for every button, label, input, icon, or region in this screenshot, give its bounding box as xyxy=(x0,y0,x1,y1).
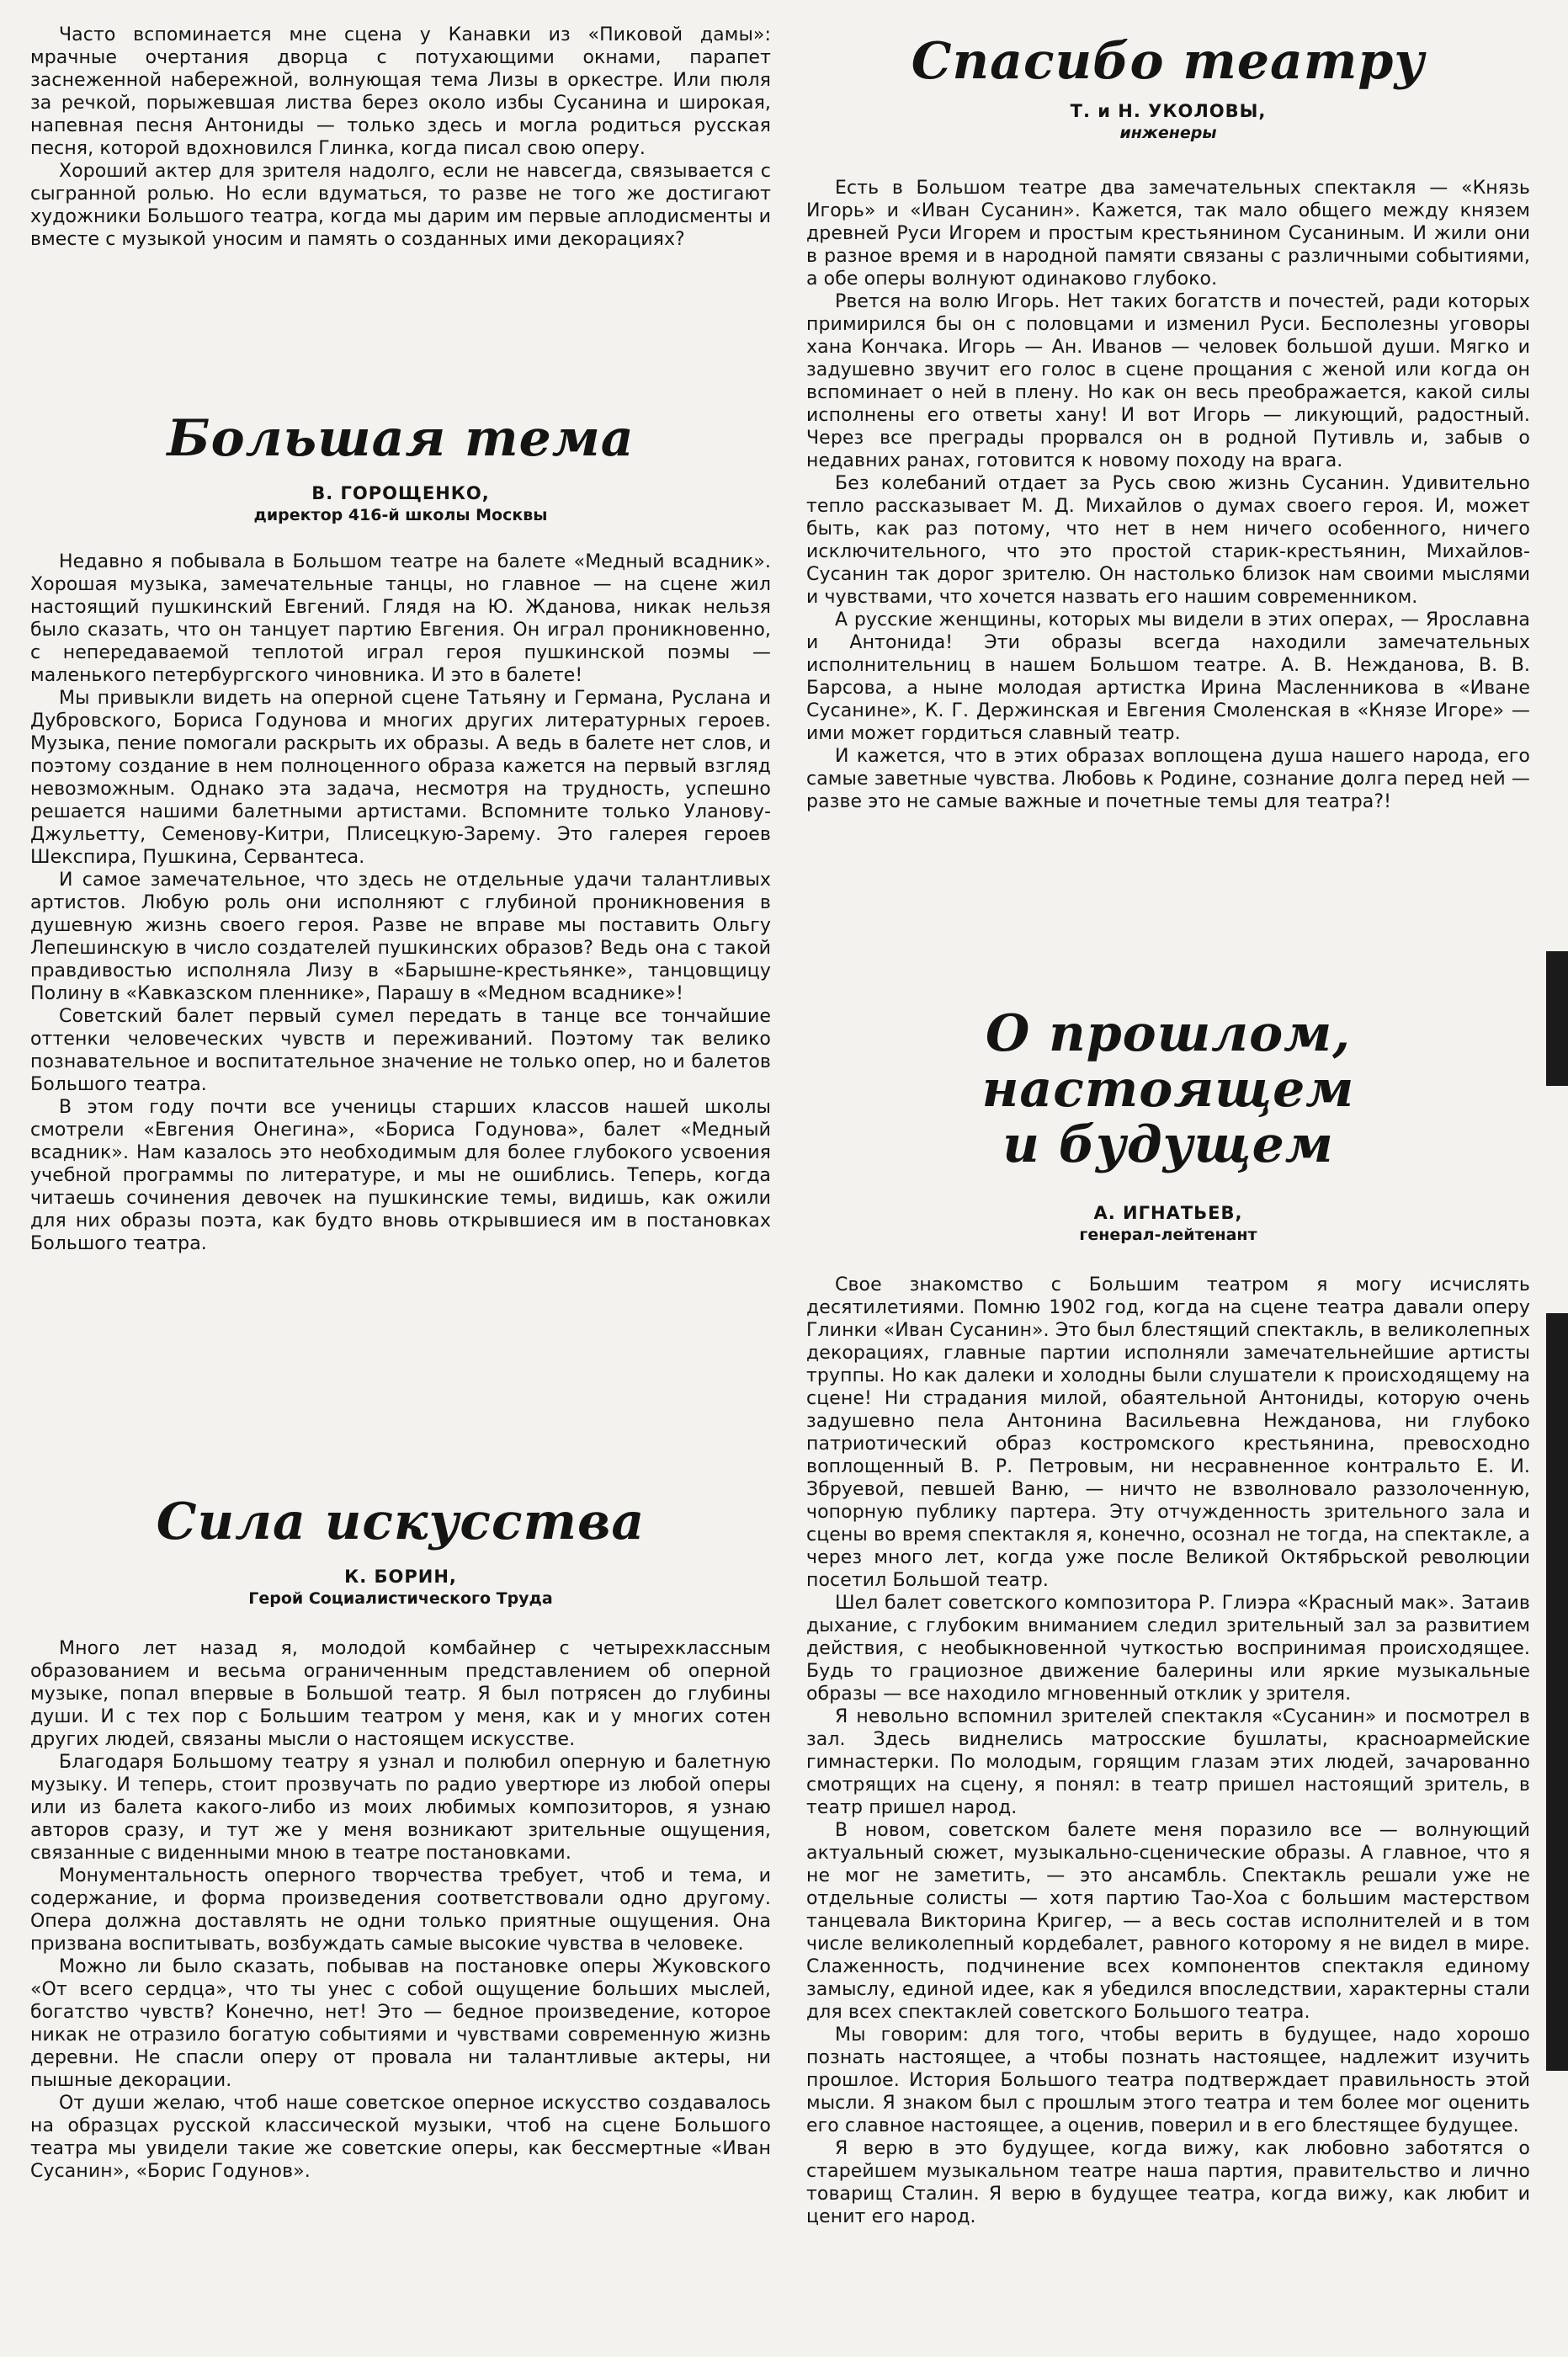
paragraph: И кажется, что в этих образах воплощена душа нашего народа, его самые заветные чувства. Любовь к Родине, сознание долга перед ней — разве это не самые важные и почетные темы для театра?! xyxy=(806,746,1530,812)
author-name: А. ИГНАТЬЕВ, xyxy=(1093,1203,1243,1223)
article-title-line-2: и будущем xyxy=(1002,1115,1334,1174)
intro-article xyxy=(30,24,771,251)
byline xyxy=(30,482,771,525)
paragraph: От души желаю, чтоб наше советское оперное искусство создавалось на образцах русской классической музыки, чтоб на сцене Большого театра мы увидели такие же советские оперы, как бессмертные «Иван Сусанин», «Борис Годунов». xyxy=(30,2093,771,2182)
article-o-proshlom xyxy=(806,1006,1530,2228)
article-body xyxy=(30,1637,771,2183)
intro-paragraph: Часто вспоминается мне сцена у Канавки из «Пиковой дамы»: мрачные очертания дворца с потухающими окнами, парапет заснеженной набережной, волнующая тема Лизы в оркестре. Или пюля за речкой, порыжевшая листва берез около избы Сусанина и широкая, напевная песня Антониды — только здесь и могла родиться русская песня, которой вдохновился Глинка, когда писал свою оперу. xyxy=(30,24,771,159)
paragraph: А русские женщины, которых мы видели в этих операх, — Ярославна и Антонида! Эти образы всегда находили замечательных исполнительниц в нашем Большом театре. А. В. Нежданова, В. В. Барсова, а ныне молодая артистка Ирина Масленникова в «Иване Сусанине», К. Г. Держинская и Евгения Смоленская в «Князе Игоре» — ими может гордиться славный театр. xyxy=(806,609,1530,744)
paragraph: Я невольно вспомнил зрителей спектакля «Сусанин» и посмотрел в зал. Здесь виднелись матросские бушлаты, красноармейские гимнастерки. По молодым, горящим глазам этих людей, зачарованно смотрящих на сцену, я понял: в театр пришел настоящий зритель, в театр пришел народ. xyxy=(806,1706,1530,1818)
article-title: Спасибо театру xyxy=(911,32,1426,91)
article-spasibo-teatru xyxy=(806,34,1530,813)
article-bolshaya-tema xyxy=(30,411,771,1255)
article-title: Большая тема xyxy=(167,409,635,468)
article-body xyxy=(30,551,771,1255)
author-role: директор 416-й школы Москвы xyxy=(253,506,548,524)
scan-edge-shadow xyxy=(1546,951,1568,1086)
paragraph: Благодаря Большому театру я узнал и полюбил оперную и балетную музыку. И теперь, стоит прозвучать по радио увертюре из любой оперы или из балета какого-либо из моих любимых композиторов, я узнаю авторов сразу, и тут же у меня возникают зрительные ощущения, связанные с виденными мною в театре постановками. xyxy=(30,1752,771,1864)
paragraph: Монументальность оперного творчества требует, чтоб и тема, и содержание, и форма произведения соответствовали одно другому. Опера должна доставлять не одни только приятные ощущения. Она призвана воспитывать, возбуждать самые высокие чувства в человеке. xyxy=(30,1865,771,1955)
author-name: В. ГОРОЩЕНКО, xyxy=(311,483,490,503)
author-role: генерал-лейтенант xyxy=(1079,1226,1257,1244)
paragraph: Без колебаний отдает за Русь свою жизнь Сусанин. Удивительно тепло рассказывает М. Д. Михайлов о думах своего героя. И, может быть, как раз потому, что нет в нем ничего особенного, ничего исключительного, что это простой старик-крестьянин, Михайлов-Сусанин так дорог зрителю. Он настолько близок нам своими мыслями и чувствами, что хочется назвать его нашим современником. xyxy=(806,473,1530,608)
byline xyxy=(806,1201,1530,1245)
paragraph: Недавно я побывала в Большом театре на балете «Медный всадник». Хорошая музыка, замечательные танцы, но главное — на сцене жил настоящий пушкинский Евгений. Глядя на Ю. Жданова, никак нельзя было сказать, что он танцует партию Евгения. Он играл проникновенно, с непередаваемой теплотой играл героя пушкинской поэмы — маленького петербургского чиновника. И это в балете! xyxy=(30,551,771,686)
byline xyxy=(806,99,1530,143)
byline xyxy=(30,1565,771,1609)
paragraph: Свое знакомство с Большим театром я могу исчислять десятилетиями. Помню 1902 год, когда на сцене театра давали оперу Глинки «Иван Сусанин». Это был блестящий спектакль, в великолепных декорациях, главные партии исполняли замечательнейшие артисты труппы. Но как далеки и холодны были слушатели к происходящему на сцене! Ни страдания милой, обаятельной Антониды, которую очень задушевно пела Антонина Васильевна Нежданова, ни глубоко патриотический образ костромского крестьянина, превосходно воплощенный В. Р. Петровым, ни несравненное контральто Е. И. Збруевой, певшей Ваню, — ничто не взволновало раззолоченную, чопорную публику партера. Эту отчужденность зрительного зала и сцены во время спектакля я, конечно, осознал не тогда, на спектакле, а через много лет, когда уже после Великой Октябрьской революции посетил Большой театр. xyxy=(806,1274,1530,1591)
paragraph: В этом году почти все ученицы старших классов нашей школы смотрели «Евгения Онегина», «Бориса Годунова», балет «Медный всадник». Нам казалось это необходимым для более глубокого усвоения учебной программы по литературе, и мы не ошиблись. Теперь, когда читаешь сочинения девочек на пушкинские темы, видишь, как ожили для них образы поэта, как будто вновь открывшиеся им в постановках Большого театра. xyxy=(30,1097,771,1254)
author-role: инженеры xyxy=(1119,124,1217,142)
author-role: Герой Социалистического Труда xyxy=(248,1589,553,1608)
paragraph: Советский балет первый сумел передать в танце все тончайшие оттенки человеческих чувств и переживаний. Поэтому так велико познавательное и воспитательное значение не только опер, но и балетов Большого театра. xyxy=(30,1006,771,1095)
article-sila-iskusstva xyxy=(30,1494,771,2183)
paragraph: В новом, советском балете меня поразило все — волнующий актуальный сюжет, музыкально-сценические образы. А главное, что я не мог не заметить, — это ансамбль. Спектакль решали уже не отдельные солисты — хотя партию Тао-Хоа с большим мастерством танцевала Викторина Кригер, — а весь состав исполнителей и в том числе великолепный кордебалет, равного которому я не видел в мире. Слаженность, подчинение всех компонентов спектакля единому замыслу, единой идее, как я убедился впоследствии, характерны стали для всех спектаклей советского Большого театра. xyxy=(806,1820,1530,2023)
scan-edge-shadow xyxy=(1546,1313,1568,2071)
article-title-line-1: О прошлом, настоящем xyxy=(981,1004,1355,1119)
paragraph: Можно ли было сказать, побывав на постановке оперы Жуковского «От всего сердца», что ты унес с собой ощущение больших мыслей, богатство чувств? Конечно, нет! Это — бедное произведение, которое никак не отразило богатую событиями и чувствами современную жизнь деревни. Не спасли оперу от провала ни талантливые актеры, ни пышные декорации. xyxy=(30,1956,771,2091)
paragraph: Много лет назад я, молодой комбайнер с четырехклассным образованием и весьма ограниченным представлением об оперной музыке, попал впервые в Большой театр. Я был потрясен до глубины души. И с тех пор с Большим театром у меня, как и у многих сотен других людей, связаны мысли о настоящем искусстве. xyxy=(30,1638,771,1750)
paragraph: Мы привыкли видеть на оперной сцене Татьяну и Германа, Руслана и Дубровского, Бориса Годунова и многих других литературных героев. Музыка, пение помогали раскрыть их образы. А ведь в балете нет слов, и поэтому создание в нем полноценного образа кажется на первый взгляд невозможным. Однако эта задача, несмотря на трудность, успешно решается нашими балетными артистами. Вспомните только Уланову-Джульетту, Семенову-Китри, Плисецкую-Зарему. Это галерея героев Шекспира, Пушкина, Сервантеса. xyxy=(30,688,771,868)
author-name: Т. и Н. УКОЛОВЫ, xyxy=(1070,101,1267,121)
article-title: Сила искусства xyxy=(156,1492,646,1551)
paragraph: Я верю в это будущее, когда вижу, как любовно заботятся о старейшем музыкальном театре наша партия, правительство и лично товарищ Сталин. Я верю в будущее театра, когда вижу, как любит и ценит его народ. xyxy=(806,2138,1530,2227)
paragraph: И самое замечательное, что здесь не отдельные удачи талантливых артистов. Любую роль они исполняют с глубиной проникновения в душевную жизнь своего героя. Разве не вправе мы поставить Ольгу Лепешинскую в число создателей пушкинских образов? Ведь она с такой правдивостью исполняла Лизу в «Барышне-крестьянке», танцовщицу Полину в «Кавказском пленнике», Парашу в «Медном всаднике»! xyxy=(30,870,771,1004)
paragraph: Мы говорим: для того, чтобы верить в будущее, надо хорошо познать настоящее, а чтобы познать настоящее, надлежит изучить прошлое. История Большого театра подтверждает правильность этой мысли. Я знаком был с прошлым этого театра и тем более мог оценить его славное настоящее, а оценив, поверил и в его блестящее будущее. xyxy=(806,2024,1530,2136)
author-name: К. БОРИН, xyxy=(344,1567,457,1587)
paragraph: Шел балет советского композитора Р. Глиэра «Красный мак». Затаив дыхание, с глубоким вниманием следил зрительный зал за развитием действия, с необыкновенной чуткостью воспринимая происходящее. Будь то грациозное движение балерины или яркие музыкальные образы — все находило мгновенный отклик у зрителя. xyxy=(806,1593,1530,1705)
intro-paragraph: Хороший актер для зрителя надолго, если не навсегда, связывается с сыгранной ролью. Но если вдуматься, то разве не того же достигают художники Большого театра, когда мы дарим им первые аплодисменты и вместе с музыкой уносим и память о созданных ими декорациях? xyxy=(30,161,771,250)
article-body xyxy=(806,1274,1530,2228)
article-body xyxy=(806,177,1530,813)
paragraph: Есть в Большом театре два замечательных спектакля — «Князь Игорь» и «Иван Сусанин». Кажется, так мало общего между князем древней Руси Игорем и простым крестьянином Сусаниным. И жили они в разное время и в народной памяти связаны с различными событиями, а обе оперы волнуют одинаково глубоко. xyxy=(806,178,1530,290)
paragraph: Рвется на волю Игорь. Нет таких богатств и почестей, ради которых примирился бы он с половцами и изменил Руси. Бесполезны уговоры хана Кончака. Игорь — Ан. Иванов — человек большой души. Мягко и задушевно звучит его голос в сцене прощания с женой или когда он вспоминает о ней в плену. Но как он весь преображается, какой силы исполнены его ответы хану! И вот Игорь — ликующий, радостный. Через все преграды прорвался он в родной Путивль и, забыв о недавних ранах, готовится к новому походу на врага. xyxy=(806,291,1530,471)
